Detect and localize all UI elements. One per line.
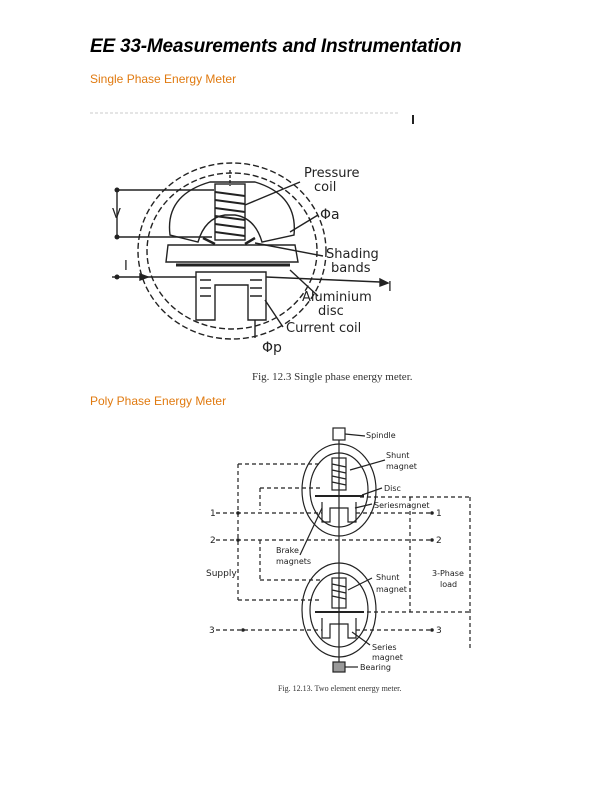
label-magnet-2: magnet bbox=[376, 585, 407, 594]
page-title: EE 33-Measurements and Instrumentation bbox=[90, 36, 462, 57]
label-aluminium: Aluminium bbox=[302, 290, 372, 305]
label-terminal-3-left: 3 bbox=[209, 626, 215, 636]
label-coil: coil bbox=[314, 180, 337, 195]
label-disc: disc bbox=[318, 304, 344, 319]
label-terminal-2-left: 2 bbox=[210, 536, 216, 546]
label-terminal-1-left: 1 bbox=[210, 509, 216, 519]
label-supply: Supply bbox=[206, 569, 237, 579]
figure-caption-single-phase: Fig. 12.3 Single phase energy meter. bbox=[252, 371, 413, 383]
label-bearing: Bearing bbox=[360, 663, 391, 672]
label-terminal-2-right: 2 bbox=[436, 536, 442, 546]
label-magnet: magnet bbox=[386, 462, 417, 471]
label-phi-p: Φp bbox=[262, 340, 282, 356]
label-v: V bbox=[112, 207, 121, 222]
label-terminal-1-right: 1 bbox=[436, 509, 442, 519]
label-magnet-3: magnet bbox=[372, 653, 403, 662]
figure-caption-poly-phase: Fig. 12.13. Two element energy meter. bbox=[278, 684, 402, 693]
label-disc-2: Disc bbox=[384, 484, 401, 493]
label-i-right: I bbox=[388, 280, 392, 295]
label-phi-a: Φa bbox=[320, 207, 340, 223]
label-magnets: magnets bbox=[276, 557, 312, 566]
label-brake: Brake bbox=[276, 546, 299, 555]
label-spindle: Spindle bbox=[366, 431, 396, 440]
label-load: load bbox=[440, 580, 458, 589]
label-bands: bands bbox=[331, 261, 371, 276]
label-series-2: Series bbox=[372, 643, 397, 652]
label-pressure: Pressure bbox=[304, 166, 360, 181]
label-three-phase: 3-Phase bbox=[432, 569, 464, 578]
label-terminal-3-right: 3 bbox=[436, 626, 442, 636]
section-heading-poly-phase: Poly Phase Energy Meter bbox=[90, 394, 227, 408]
label-shunt-2: Shunt bbox=[376, 573, 400, 582]
label-shunt: Shunt bbox=[386, 451, 410, 460]
label-shading: Shading bbox=[326, 247, 379, 262]
section-heading-single-phase: Single Phase Energy Meter bbox=[90, 72, 237, 86]
label-current-coil: Current coil bbox=[286, 321, 362, 336]
label-i-left: I bbox=[124, 259, 128, 274]
label-series-magnet: Seriesmagnet bbox=[374, 501, 430, 510]
